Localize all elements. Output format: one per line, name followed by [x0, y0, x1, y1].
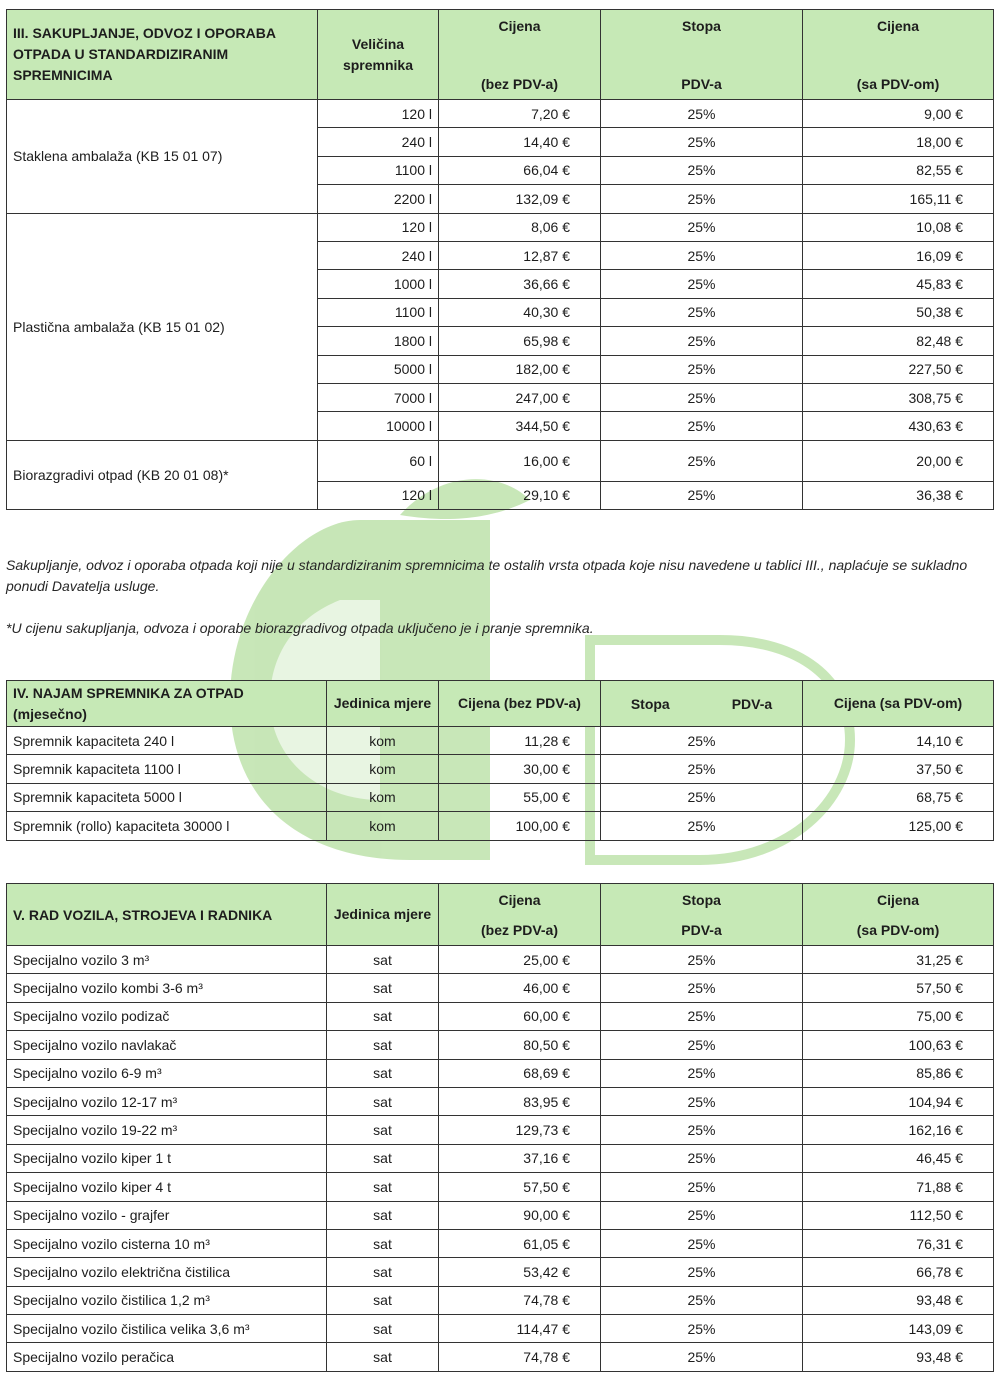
- item-name: Spremnik kapaciteta 240 l: [7, 727, 327, 755]
- table3-col-rate-top: Stopa: [682, 17, 721, 34]
- total-cell: 66,78 €: [803, 1258, 994, 1286]
- total-cell: 45,83 €: [803, 270, 994, 298]
- size-cell: 2200 l: [318, 185, 439, 213]
- price-cell: 74,78 €: [439, 1343, 601, 1371]
- rate-cell: 25%: [601, 783, 803, 811]
- size-cell: 1100 l: [318, 156, 439, 184]
- rate-cell: 25%: [601, 1087, 803, 1115]
- total-cell: 57,50 €: [803, 974, 994, 1002]
- table4-col-rate: [601, 681, 803, 727]
- table3-col-price-top: Cijena: [498, 17, 541, 34]
- unit-cell: sat: [327, 974, 439, 1002]
- price-cell: 46,00 €: [439, 974, 601, 1002]
- total-cell: 82,48 €: [803, 327, 994, 355]
- unit-cell: kom: [327, 727, 439, 755]
- total-cell: 9,00 €: [803, 100, 994, 128]
- group-name: Biorazgradivi otpad (KB 20 01 08)*: [7, 440, 318, 509]
- table5-col-total: [803, 884, 994, 946]
- rate-cell: 25%: [601, 974, 803, 1002]
- table-row: [7, 1258, 994, 1286]
- table4-col-total: Cijena (sa PDV-om): [803, 681, 994, 727]
- rate-cell: 25%: [601, 1258, 803, 1286]
- table-row: [7, 755, 994, 783]
- table4-col-rate-a: Stopa: [630, 695, 670, 712]
- total-cell: 76,31 €: [803, 1229, 994, 1257]
- price-cell: 12,87 €: [439, 241, 601, 269]
- price-cell: 90,00 €: [439, 1201, 601, 1229]
- price-cell: 100,00 €: [439, 812, 601, 840]
- price-cell: 53,42 €: [439, 1258, 601, 1286]
- total-cell: 68,75 €: [803, 783, 994, 811]
- table3-col-size: Veličina spremnika: [318, 10, 439, 100]
- table-row: [7, 946, 994, 974]
- unit-cell: sat: [327, 1144, 439, 1172]
- total-cell: 14,10 €: [803, 727, 994, 755]
- total-cell: 46,45 €: [803, 1144, 994, 1172]
- price-cell: 83,95 €: [439, 1087, 601, 1115]
- table3-col-price-bottom: (bez PDV-a): [480, 75, 558, 92]
- unit-cell: sat: [327, 1031, 439, 1059]
- rate-cell: 25%: [601, 946, 803, 974]
- size-cell: 120 l: [318, 213, 439, 241]
- price-cell: 182,00 €: [439, 355, 601, 383]
- unit-cell: sat: [327, 1229, 439, 1257]
- table3-col-rate-bottom: PDV-a: [681, 75, 722, 92]
- price-cell: 16,00 €: [439, 440, 601, 481]
- table4-title: IV. NAJAM SPREMNIKA ZA OTPAD (mjesečno): [7, 681, 327, 727]
- price-cell: 129,73 €: [439, 1116, 601, 1144]
- item-name: Specijalno vozilo peračica: [7, 1343, 327, 1371]
- price-cell: 80,50 €: [439, 1031, 601, 1059]
- table5-col-rate: [601, 884, 803, 946]
- price-cell: 25,00 €: [439, 946, 601, 974]
- rate-cell: 25%: [601, 1229, 803, 1257]
- item-name: Specijalno vozilo čistilica 1,2 m³: [7, 1286, 327, 1314]
- table-row: [7, 1031, 994, 1059]
- total-cell: 308,75 €: [803, 383, 994, 411]
- price-cell: 29,10 €: [439, 481, 601, 509]
- size-cell: 1100 l: [318, 298, 439, 326]
- total-cell: 112,50 €: [803, 1201, 994, 1229]
- table-row: [7, 727, 994, 755]
- table-row: [7, 1229, 994, 1257]
- size-cell: 240 l: [318, 128, 439, 156]
- item-name: Specijalno vozilo električna čistilica: [7, 1258, 327, 1286]
- price-cell: 7,20 €: [439, 100, 601, 128]
- rate-cell: 25%: [601, 1173, 803, 1201]
- unit-cell: kom: [327, 755, 439, 783]
- item-name: Specijalno vozilo kiper 4 t: [7, 1173, 327, 1201]
- rate-cell: 25%: [601, 270, 803, 298]
- table-container-rental: [6, 680, 994, 841]
- price-cell: 65,98 €: [439, 327, 601, 355]
- rate-cell: 25%: [601, 1002, 803, 1030]
- item-name: Specijalno vozilo čistilica velika 3,6 m³: [7, 1315, 327, 1343]
- size-cell: 1000 l: [318, 270, 439, 298]
- rate-cell: 25%: [601, 1031, 803, 1059]
- rate-cell: 25%: [601, 412, 803, 440]
- table-row: [7, 213, 994, 241]
- size-cell: 60 l: [318, 440, 439, 481]
- note-biowaste: *U cijenu sakupljanja, odvoza i oporabe biorazgradivog otpada uključeno je i pranje spremnika.: [6, 620, 594, 636]
- rate-cell: 25%: [601, 213, 803, 241]
- total-cell: 20,00 €: [803, 440, 994, 481]
- table5-col-price-top: Cijena: [498, 891, 541, 908]
- price-cell: 60,00 €: [439, 1002, 601, 1030]
- item-name: Spremnik kapaciteta 1100 l: [7, 755, 327, 783]
- price-cell: 8,06 €: [439, 213, 601, 241]
- rate-cell: 25%: [601, 755, 803, 783]
- total-cell: 50,38 €: [803, 298, 994, 326]
- price-cell: 74,78 €: [439, 1286, 601, 1314]
- total-cell: 85,86 €: [803, 1059, 994, 1087]
- table3-col-total-bottom: (sa PDV-om): [856, 75, 940, 92]
- unit-cell: sat: [327, 1002, 439, 1030]
- table5-col-rate-top: Stopa: [682, 891, 721, 908]
- table4-col-rate-b: PDV-a: [731, 695, 773, 712]
- table-row: [7, 1116, 994, 1144]
- rate-cell: 25%: [601, 1286, 803, 1314]
- table5-body: [7, 946, 994, 1372]
- table-row: [7, 1286, 994, 1314]
- price-cell: 68,69 €: [439, 1059, 601, 1087]
- rate-cell: 25%: [601, 1116, 803, 1144]
- rate-cell: 25%: [601, 812, 803, 840]
- table5-col-total-top: Cijena: [876, 891, 919, 908]
- table4-col-unit: Jedinica mjere: [327, 681, 439, 727]
- table5-col-unit: Jedinica mjere: [327, 884, 439, 946]
- table-row: [7, 1201, 994, 1229]
- table-row: [7, 100, 994, 128]
- table-row: [7, 1059, 994, 1087]
- rate-cell: 25%: [601, 440, 803, 481]
- rate-cell: 25%: [601, 355, 803, 383]
- item-name: Specijalno vozilo 6-9 m³: [7, 1059, 327, 1087]
- unit-cell: sat: [327, 1286, 439, 1314]
- size-cell: 120 l: [318, 100, 439, 128]
- total-cell: 37,50 €: [803, 755, 994, 783]
- unit-cell: sat: [327, 1315, 439, 1343]
- unit-cell: sat: [327, 1258, 439, 1286]
- price-cell: 132,09 €: [439, 185, 601, 213]
- total-cell: 93,48 €: [803, 1343, 994, 1371]
- table-row: [7, 1173, 994, 1201]
- table5-col-total-bottom: (sa PDV-om): [856, 921, 940, 938]
- total-cell: 143,09 €: [803, 1315, 994, 1343]
- rate-cell: 25%: [601, 481, 803, 509]
- table-row: [7, 1002, 994, 1030]
- note-other-waste: Sakupljanje, odvoz i oporaba otpada koji nije u standardiziranim spremnicima te ostalih vrsta otpada koje nisu navedene u tablici III., naplaćuje se sukladno ponudi Davatelja usluge.: [6, 557, 968, 594]
- unit-cell: sat: [327, 946, 439, 974]
- unit-cell: sat: [327, 1087, 439, 1115]
- total-cell: 227,50 €: [803, 355, 994, 383]
- size-cell: 240 l: [318, 241, 439, 269]
- total-cell: 31,25 €: [803, 946, 994, 974]
- unit-cell: kom: [327, 783, 439, 811]
- rate-cell: 25%: [601, 241, 803, 269]
- size-cell: 7000 l: [318, 383, 439, 411]
- item-name: Specijalno vozilo 19-22 m³: [7, 1116, 327, 1144]
- price-cell: 11,28 €: [439, 727, 601, 755]
- price-cell: 55,00 €: [439, 783, 601, 811]
- table3-col-total: [803, 10, 994, 100]
- unit-cell: sat: [327, 1173, 439, 1201]
- table-row: [7, 974, 994, 1002]
- rate-cell: 25%: [601, 1144, 803, 1172]
- table-row: [7, 1343, 994, 1371]
- size-cell: 120 l: [318, 481, 439, 509]
- table-row: [7, 1144, 994, 1172]
- total-cell: 100,63 €: [803, 1031, 994, 1059]
- price-cell: 114,47 €: [439, 1315, 601, 1343]
- item-name: Spremnik (rollo) kapaciteta 30000 l: [7, 812, 327, 840]
- unit-cell: sat: [327, 1116, 439, 1144]
- table-row: [7, 783, 994, 811]
- total-cell: 36,38 €: [803, 481, 994, 509]
- table5-col-rate-bottom: PDV-a: [681, 921, 722, 938]
- price-cell: 247,00 €: [439, 383, 601, 411]
- table-row: [7, 1315, 994, 1343]
- unit-cell: kom: [327, 812, 439, 840]
- table3-col-rate: [601, 10, 803, 100]
- price-cell: 37,16 €: [439, 1144, 601, 1172]
- unit-cell: sat: [327, 1343, 439, 1371]
- rate-cell: 25%: [601, 156, 803, 184]
- total-cell: 10,08 €: [803, 213, 994, 241]
- unit-cell: sat: [327, 1201, 439, 1229]
- group-name: Staklena ambalaža (KB 15 01 07): [7, 100, 318, 214]
- size-cell: 5000 l: [318, 355, 439, 383]
- item-name: Specijalno vozilo kiper 1 t: [7, 1144, 327, 1172]
- item-name: Specijalno vozilo 3 m³: [7, 946, 327, 974]
- rate-cell: 25%: [601, 1059, 803, 1087]
- price-cell: 40,30 €: [439, 298, 601, 326]
- table5-col-price: [439, 884, 601, 946]
- table5-col-price-bottom: (bez PDV-a): [480, 921, 558, 938]
- rate-cell: 25%: [601, 100, 803, 128]
- table-row: [7, 1087, 994, 1115]
- rate-cell: 25%: [601, 298, 803, 326]
- total-cell: 125,00 €: [803, 812, 994, 840]
- group-name: Plastična ambalaža (KB 15 01 02): [7, 213, 318, 440]
- item-name: Specijalno vozilo 12-17 m³: [7, 1087, 327, 1115]
- item-name: Specijalno vozilo - grajfer: [7, 1201, 327, 1229]
- rate-cell: 25%: [601, 327, 803, 355]
- item-name: Spremnik kapaciteta 5000 l: [7, 783, 327, 811]
- total-cell: 93,48 €: [803, 1286, 994, 1314]
- table3-col-total-top: Cijena: [876, 17, 919, 34]
- rate-cell: 25%: [601, 727, 803, 755]
- item-name: Specijalno vozilo podizač: [7, 1002, 327, 1030]
- rate-cell: 25%: [601, 1343, 803, 1371]
- table4-col-price: Cijena (bez PDV-a): [439, 681, 601, 727]
- table-row: [7, 440, 994, 481]
- item-name: Specijalno vozilo cisterna 10 m³: [7, 1229, 327, 1257]
- total-cell: 16,09 €: [803, 241, 994, 269]
- rate-cell: 25%: [601, 383, 803, 411]
- table-row: [7, 812, 994, 840]
- item-name: Specijalno vozilo navlakač: [7, 1031, 327, 1059]
- rate-cell: 25%: [601, 128, 803, 156]
- price-cell: 57,50 €: [439, 1173, 601, 1201]
- total-cell: 82,55 €: [803, 156, 994, 184]
- item-name: Specijalno vozilo kombi 3-6 m³: [7, 974, 327, 1002]
- price-cell: 14,40 €: [439, 128, 601, 156]
- total-cell: 104,94 €: [803, 1087, 994, 1115]
- total-cell: 71,88 €: [803, 1173, 994, 1201]
- rate-cell: 25%: [601, 1201, 803, 1229]
- total-cell: 162,16 €: [803, 1116, 994, 1144]
- table3-title: III. SAKUPLJANJE, ODVOZ I OPORABA OTPADA U STANDARDIZIRANIM SPREMNICIMA: [7, 10, 318, 100]
- table-vehicle-work: [6, 883, 994, 1372]
- size-cell: 10000 l: [318, 412, 439, 440]
- price-cell: 36,66 €: [439, 270, 601, 298]
- table-waste-collection: [6, 9, 994, 510]
- size-cell: 1800 l: [318, 327, 439, 355]
- price-cell: 344,50 €: [439, 412, 601, 440]
- rate-cell: 25%: [601, 1315, 803, 1343]
- table3-col-price: [439, 10, 601, 100]
- total-cell: 18,00 €: [803, 128, 994, 156]
- price-cell: 66,04 €: [439, 156, 601, 184]
- rate-cell: 25%: [601, 185, 803, 213]
- table5-title: V. RAD VOZILA, STROJEVA I RADNIKA: [7, 884, 327, 946]
- total-cell: 430,63 €: [803, 412, 994, 440]
- unit-cell: sat: [327, 1059, 439, 1087]
- price-cell: 30,00 €: [439, 755, 601, 783]
- price-cell: 61,05 €: [439, 1229, 601, 1257]
- total-cell: 165,11 €: [803, 185, 994, 213]
- total-cell: 75,00 €: [803, 1002, 994, 1030]
